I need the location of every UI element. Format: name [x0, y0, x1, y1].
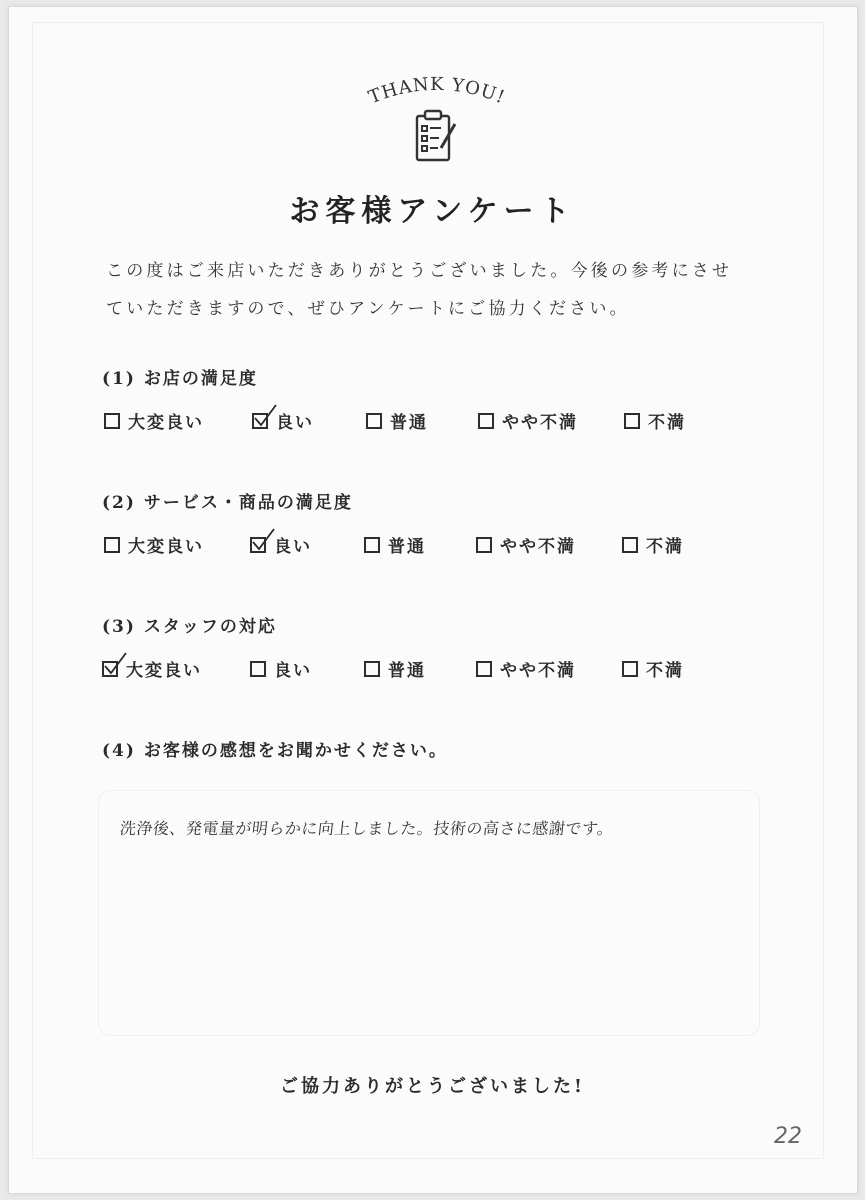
checkbox-checked[interactable]	[252, 413, 268, 429]
q1-option-dissatisfied[interactable]: 不満	[624, 408, 686, 433]
q1-option-normal[interactable]: 普通	[366, 408, 428, 433]
thank-you-text: THANK YOU!	[365, 73, 509, 109]
q3-option-normal[interactable]: 普通	[364, 656, 426, 681]
question-4-label: (4) お客様の感想をお聞かせください。	[102, 741, 448, 761]
q1-option-somewhat-dissatisfied[interactable]: やや不満	[478, 408, 578, 433]
check-mark-icon	[252, 403, 278, 429]
checkbox[interactable]	[366, 413, 382, 429]
question-2-label: (2) サービス・商品の満足度	[102, 493, 353, 513]
q2-option-normal[interactable]: 普通	[364, 532, 426, 557]
clipboard-checklist-icon	[411, 108, 459, 166]
checkbox[interactable]	[104, 537, 120, 553]
q3-option-somewhat-dissatisfied[interactable]: やや不満	[476, 656, 576, 681]
checkbox[interactable]	[250, 661, 266, 677]
comment-handwritten-text: 洗浄後、発電量が明らかに向上しました。技術の高さに感謝です。	[118, 819, 615, 838]
q2-option-good[interactable]: 良い	[250, 532, 312, 557]
intro-line-2: ていただきますので、ぜひアンケートにご協力ください。	[106, 299, 630, 319]
checkbox-checked[interactable]	[250, 537, 266, 553]
check-mark-icon	[250, 527, 276, 553]
q3-option-dissatisfied[interactable]: 不満	[622, 656, 684, 681]
thank-you-arc	[0, 62, 865, 112]
checkbox[interactable]	[622, 661, 638, 677]
checkbox[interactable]	[622, 537, 638, 553]
survey-title: お客様アンケート	[289, 194, 576, 229]
checkbox[interactable]	[104, 413, 120, 429]
checkbox[interactable]	[476, 537, 492, 553]
q1-option-very-good[interactable]: 大変良い	[104, 408, 204, 433]
checkbox-checked[interactable]	[102, 661, 118, 677]
checkbox[interactable]	[478, 413, 494, 429]
page-number: 22	[774, 1124, 802, 1149]
footer-thanks: ご協力ありがとうございました!	[280, 1076, 585, 1097]
check-mark-icon	[102, 651, 128, 677]
checkbox[interactable]	[364, 537, 380, 553]
checkbox[interactable]	[624, 413, 640, 429]
q1-option-good[interactable]: 良い	[252, 408, 314, 433]
q3-option-good[interactable]: 良い	[250, 656, 312, 681]
intro-line-1: この度はご来店いただきありがとうございました。今後の参考にさせ	[106, 261, 733, 281]
checkbox[interactable]	[364, 661, 380, 677]
intro-text	[106, 252, 766, 328]
checkbox[interactable]	[476, 661, 492, 677]
q2-option-dissatisfied[interactable]: 不満	[622, 532, 684, 557]
q2-option-somewhat-dissatisfied[interactable]: やや不満	[476, 532, 576, 557]
q2-option-very-good[interactable]: 大変良い	[104, 532, 204, 557]
question-1-label: (1) お店の満足度	[102, 369, 258, 389]
q3-option-very-good[interactable]: 大変良い	[102, 656, 202, 681]
question-3-label: (3) スタッフの対応	[102, 617, 277, 637]
